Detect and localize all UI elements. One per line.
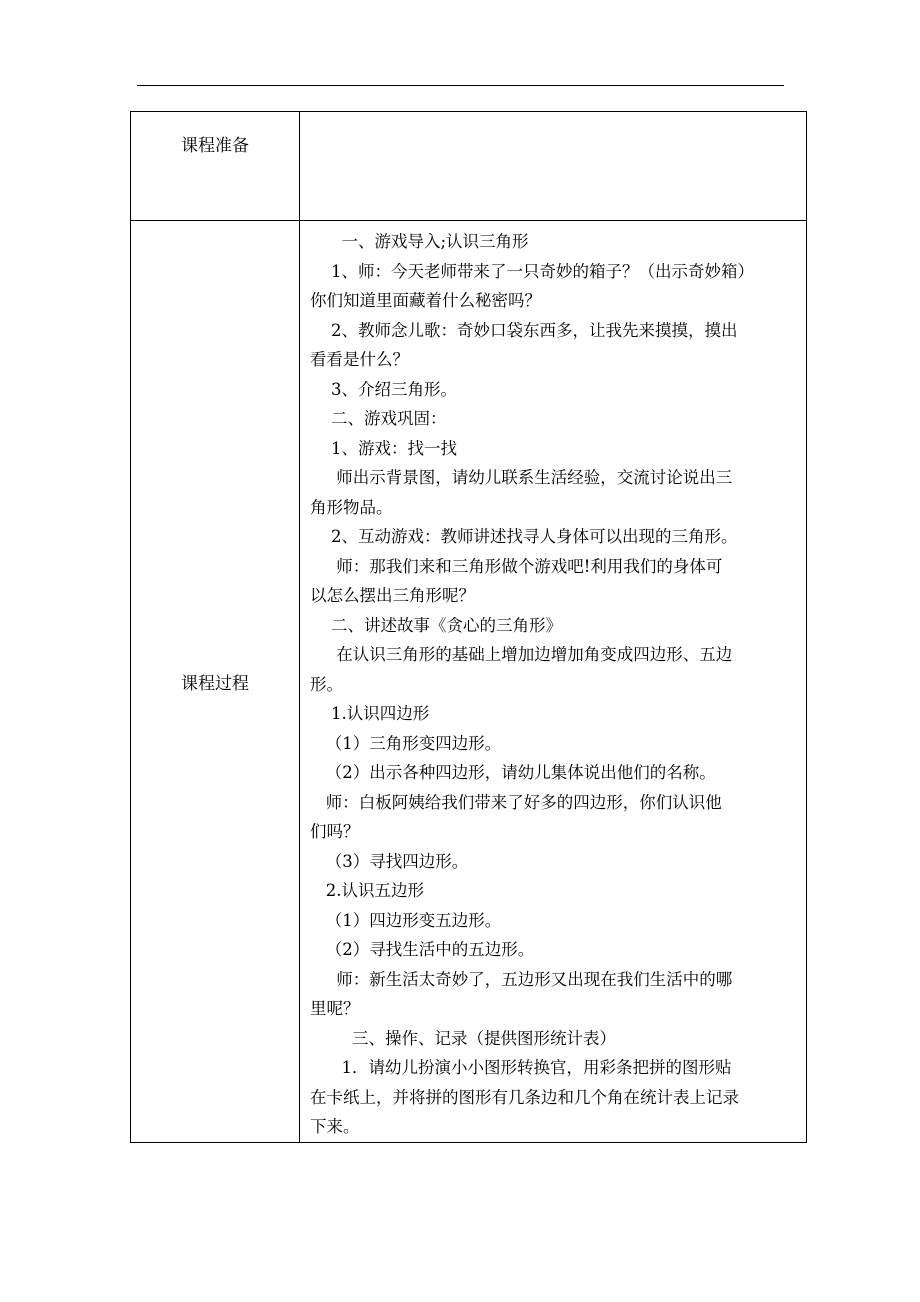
text-line: 师：白板阿姨给我们带来了好多的四边形，你们认识他 bbox=[310, 792, 722, 812]
text-line: 3、介绍三角形。 bbox=[310, 379, 457, 399]
text-line: 形。 bbox=[310, 674, 343, 694]
table-row-process bbox=[131, 221, 807, 1143]
course-preparation-content bbox=[300, 112, 807, 221]
text-line: 三、操作、记录（提供图形统计表） bbox=[310, 1028, 616, 1048]
text-line: 师出示背景图，请幼儿联系生活经验，交流讨论说出三 bbox=[310, 468, 733, 487]
text-line: 下来。 bbox=[310, 1117, 360, 1136]
text-line: 师：新生活太奇妙了，五边形又出现在我们生活中的哪 bbox=[310, 969, 733, 989]
text-line: 你们知道里面藏着什么秘密吗？ bbox=[310, 291, 541, 310]
text-line: （2）寻找生活中的五边形。 bbox=[310, 940, 535, 959]
text-line: （2）出示各种四边形，请幼儿集体说出他们的名称。 bbox=[310, 763, 716, 782]
text-line: 在认识三角形的基础上增加边增加角变成四边形、五边 bbox=[310, 645, 733, 664]
text-line: 二、讲述故事《贪心的三角形》 bbox=[310, 615, 562, 635]
label-course-process: 课程过程 bbox=[131, 221, 300, 1143]
text-line: 师：那我们来和三角形做个游戏吧!利用我们的身体可 bbox=[310, 556, 723, 576]
label-course-preparation: 课程准备 bbox=[131, 112, 300, 221]
text-line: （1）四边形变五边形。 bbox=[310, 910, 502, 930]
text-line: 在卡纸上，并将拼的图形有几条边和几个角在统计表上记录 bbox=[310, 1087, 739, 1107]
text-line: 们吗？ bbox=[310, 822, 360, 841]
table-row-preparation bbox=[131, 112, 807, 221]
text-line: 一、游戏导入;认识三角形 bbox=[310, 232, 529, 251]
text-line: 2、互动游戏：教师讲述找寻人身体可以出现的三角形。 bbox=[310, 527, 738, 546]
text-line: （3）寻找四边形。 bbox=[310, 851, 469, 871]
text-line: 1．请幼儿扮演小小图形转换官，用彩条把拼的图形贴 bbox=[310, 1058, 732, 1077]
text-line: （1）三角形变四边形。 bbox=[310, 733, 502, 753]
text-line: 角形物品。 bbox=[310, 497, 393, 517]
text-line: 以怎么摆出三角形呢？ bbox=[310, 586, 475, 605]
text-line: 2.认识五边形 bbox=[310, 881, 424, 900]
text-line: 1.认识四边形 bbox=[310, 704, 430, 723]
text-line: 二、游戏巩固： bbox=[310, 409, 447, 428]
course-process-content bbox=[300, 221, 807, 1143]
lesson-plan-table bbox=[130, 111, 807, 1143]
text-line: 2、教师念儿歌：奇妙口袋东西多，让我先来摸摸，摸出 bbox=[310, 320, 738, 340]
text-line: 1、师：今天老师带来了一只奇妙的箱子？（出示奇妙箱） bbox=[310, 261, 754, 281]
text-line: 1、游戏：找一找 bbox=[310, 438, 457, 458]
text-line: 看看是什么？ bbox=[310, 350, 409, 369]
header-rule bbox=[137, 85, 784, 86]
text-line: 里呢？ bbox=[310, 999, 360, 1018]
